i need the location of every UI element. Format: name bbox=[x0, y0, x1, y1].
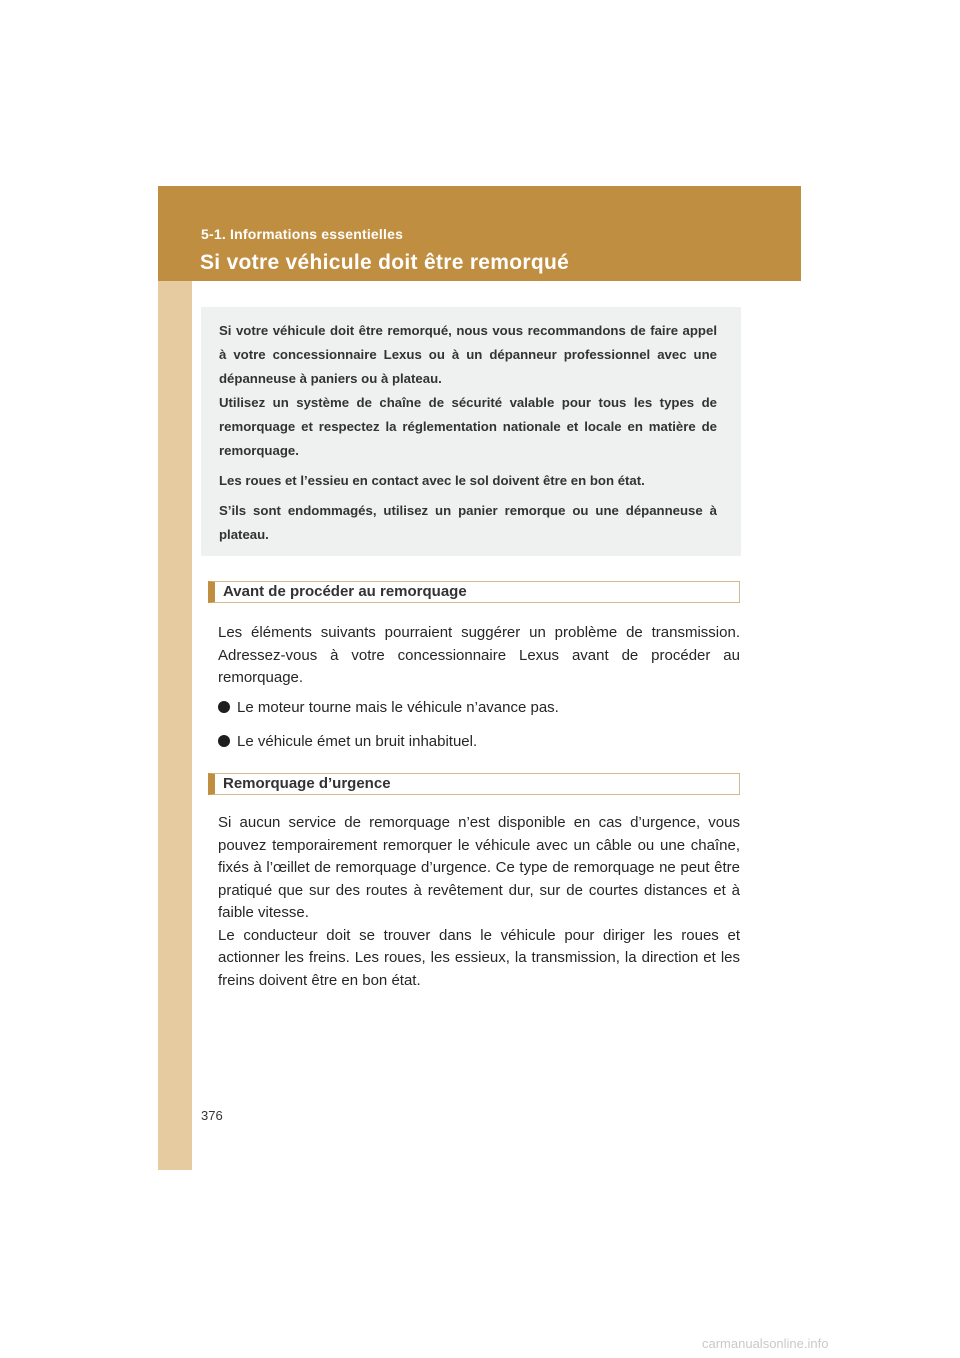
section-heading-before-towing: Avant de procéder au remorquage bbox=[208, 581, 740, 603]
section-label: 5-1. Informations essentielles bbox=[201, 226, 404, 242]
list-item bbox=[218, 697, 740, 719]
intro-box bbox=[201, 307, 741, 556]
side-band bbox=[158, 186, 192, 1170]
page-title: Si votre véhicule doit être remorqué bbox=[200, 251, 570, 274]
section2-paragraph-1: Si aucun service de remorquage n’est disponible en cas d’urgence, vous pouvez temporairement remorquer le véhicule avec un câble ou une chaîne, fixés à l’œillet de remorquage d’urgence. Ce type de remorquage ne peut être pratiqué que sur des routes à revêtement dur, sur de courtes distances et à faible vitesse. bbox=[218, 814, 740, 921]
bullet-icon bbox=[218, 701, 230, 713]
list-item bbox=[218, 731, 740, 753]
intro-paragraph-1: Si votre véhicule doit être remorqué, nous vous recommandons de faire appel à votre concessionnaire Lexus ou à un dépanneur professionnel avec une dépanneuse à paniers ou à plateau. bbox=[219, 323, 717, 386]
bullet-icon bbox=[218, 735, 230, 747]
intro-paragraph-3: Les roues et l’essieu en contact avec le sol doivent être en bon état. bbox=[219, 473, 645, 488]
list-item-text: Le moteur tourne mais le véhicule n’avance pas. bbox=[237, 699, 559, 716]
list-item-text: Le véhicule émet un bruit inhabituel. bbox=[237, 733, 478, 750]
intro-paragraph-4: S’ils sont endommagés, utilisez un panier remorque ou une dépanneuse à plateau. bbox=[219, 503, 717, 542]
section-heading-emergency-towing: Remorquage d’urgence bbox=[208, 773, 740, 795]
section1-body: Les éléments suivants pourraient suggérer un problème de transmission. Adressez-vous à votre concessionnaire Lexus avant de procéder au remorquage. bbox=[218, 624, 740, 686]
section2-paragraph-2: Le conducteur doit se trouver dans le véhicule pour diriger les roues et actionner les freins. Les roues, les essieux, la transmission, la direction et les freins doivent être en bon état. bbox=[218, 926, 740, 989]
page-number: 376 bbox=[201, 1108, 223, 1123]
intro-paragraph-2: Utilisez un système de chaîne de sécurité valable pour tous les types de remorquage et respectez la réglementation nationale et locale en matière de remorquage. bbox=[219, 395, 717, 458]
watermark: carmanualsonline.info bbox=[702, 1336, 829, 1351]
section2-body bbox=[218, 812, 740, 992]
